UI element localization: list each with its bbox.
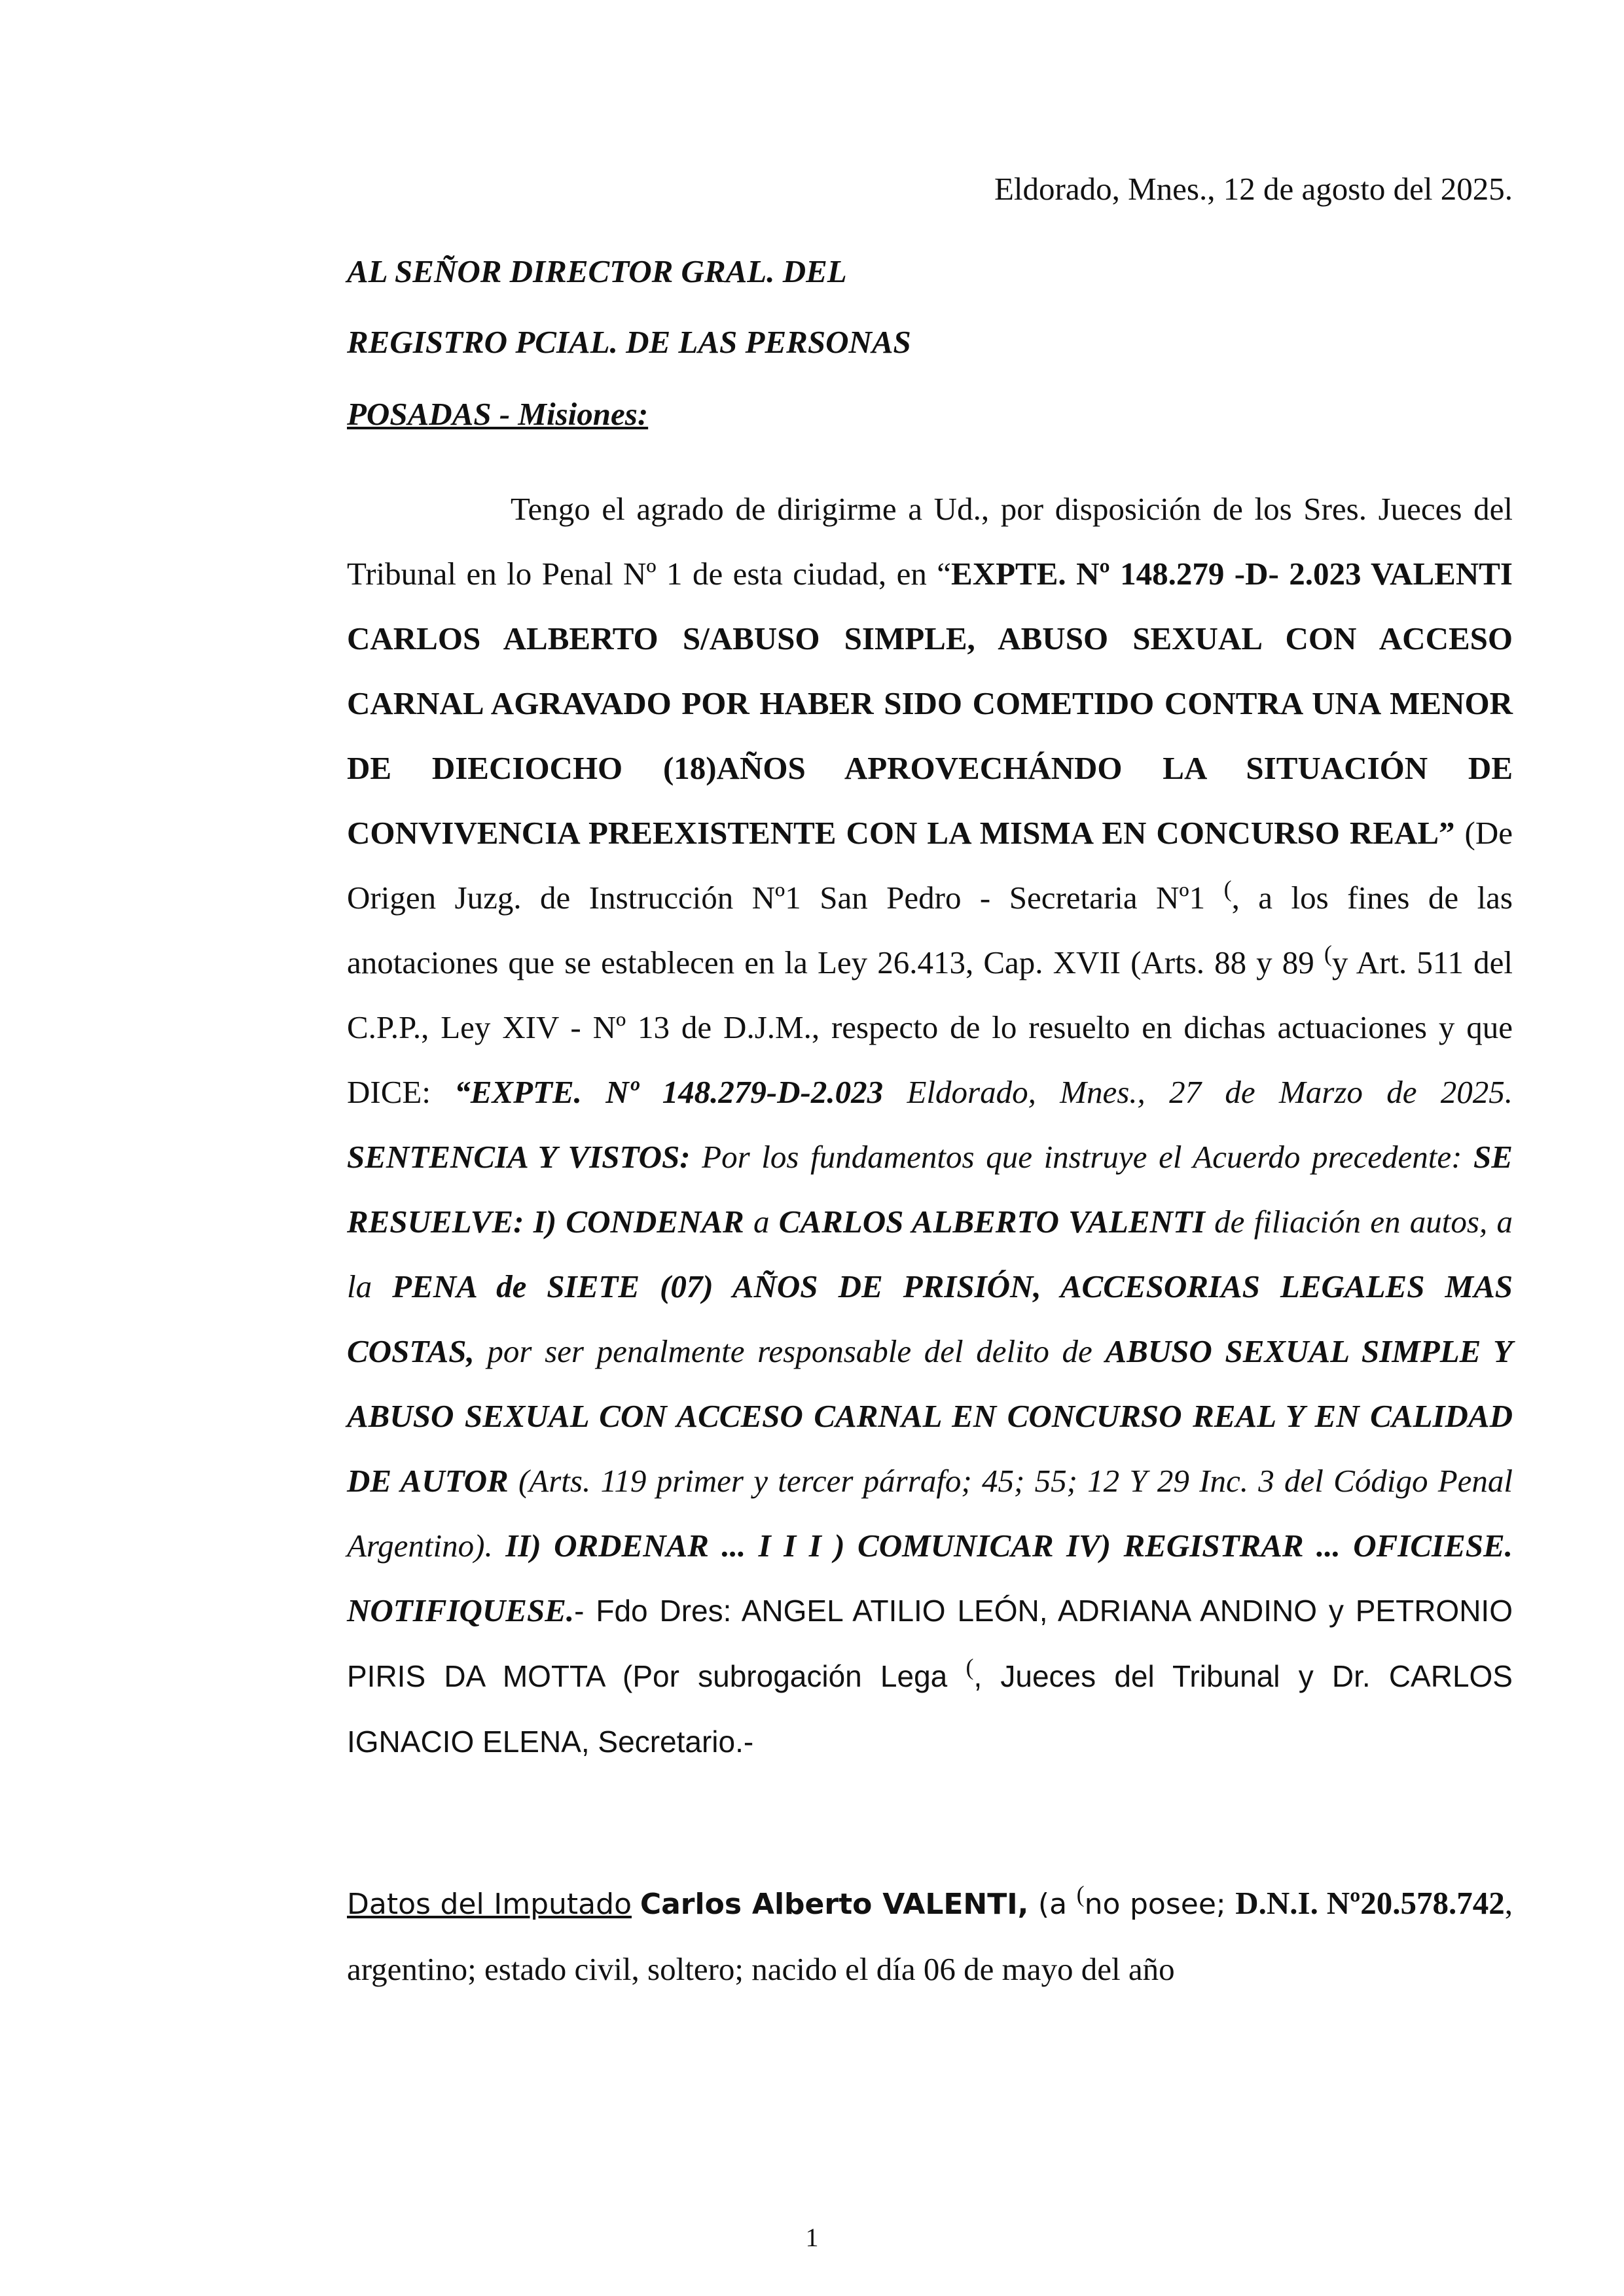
paren-mark-3: ( (965, 1654, 974, 1680)
addressee-line-1: AL SEÑOR DIRECTOR GRAL. DEL (347, 253, 847, 289)
fundamentos-text: Por los fundamentos que instruye el Acuerdo precedente: (690, 1139, 1474, 1175)
main-paragraph (347, 476, 1513, 1774)
penalty-text: PENA de SIETE (07) AÑOS DE PRISIÓN, ACCESORIAS LEGALES MAS COSTAS, (347, 1268, 1513, 1369)
page-number: 1 (805, 2223, 819, 2252)
imputado-paragraph (347, 1871, 1513, 2001)
addressee-line-3: POSADAS - Misiones: (347, 396, 649, 432)
crime-text: ABUSO SEXUAL SIMPLE Y ABUSO SEXUAL CON ACCESO CARNAL EN CONCURSO REAL Y EN CALIDAD DE AUTOR (347, 1333, 1513, 1499)
imputado-details: , argentino; estado civil, soltero; nacido el día 06 de mayo del año (347, 1885, 1513, 1987)
sentence-date: Eldorado, Mnes., 27 de Marzo de 2025. (883, 1074, 1513, 1110)
closing-text: , Jueces del Tribunal y Dr. CARLOS IGNACIO ELENA, Secretario.- (347, 1659, 1513, 1759)
dice-text: y Art. 511 del C.P.P., Ley XIV - Nº 13 de D.J.M., respecto de lo resuelto en dichas actuaciones y que DICE: (347, 944, 1513, 1110)
signatories-text: - Fdo Dres: ANGEL ATILIO LEÓN, ADRIANA ANDINO y PETRONIO PIRIS DA MOTTA (Por subrogación Lega (347, 1594, 1513, 1693)
orders-text: II) ORDENAR ... I I I ) COMUNICAR IV) REGISTRAR ... OFICIESE. NOTIFIQUESE. (347, 1528, 1513, 1628)
imputado-label: Datos del Imputado (347, 1888, 632, 1921)
responsable-text: por ser penalmente responsable del delito de (474, 1333, 1106, 1369)
paren-mark-1: ( (1223, 876, 1232, 902)
quoted-case-number: “EXPTE. Nº 148.279-D-2.023 (454, 1074, 884, 1110)
sentencia-heading: SENTENCIA Y VISTOS: (347, 1139, 691, 1175)
dni-text: D.N.I. Nº20.578.742 (1235, 1885, 1505, 1921)
case-title: EXPTE. Nº 148.279 -D- 2.023 VALENTI CARLOS ALBERTO S/ABUSO SIMPLE, ABUSO SEXUAL CON ACCESO CARNAL AGRAVADO POR HABER SIDO COMETIDO CONTRA UNA MENOR DE DIECIOCHO (18)AÑOS APROVECHÁNDO LA SITUACIÓN DE CONVIVENCIA PREEXISTENTE CON LA MISMA EN CONCURSO REAL” (347, 556, 1513, 851)
law-reference: , a los fines de las anotaciones que se establecen en la Ley 26.413, Cap. XVII (Arts. 88 y 89 (347, 880, 1513, 980)
paren-mark-2: ( (1324, 941, 1332, 967)
filiacion-text: de filiación en autos, a la (347, 1204, 1513, 1304)
articles-text: (Arts. 119 primer y tercer párrafo; 45; 55; 12 Y 29 Inc. 3 del Código Penal Argentino). (347, 1463, 1513, 1564)
defendant-name: CARLOS ALBERTO VALENTI (778, 1204, 1205, 1240)
alias-open: (a (1028, 1888, 1077, 1921)
resuelve-heading: SE RESUELVE: I) CONDENAR (347, 1139, 1513, 1240)
date-line: Eldorado, Mnes., 12 de agosto del 2025. (994, 171, 1513, 207)
alias-text: no posee; (1084, 1888, 1236, 1921)
connector-a: a (744, 1204, 779, 1240)
addressee-line-2: REGISTRO PCIAL. DE LAS PERSONAS (347, 324, 911, 360)
origin-text: (De Origen Juzg. de Instrucción Nº1 San Pedro - Secretaria Nº1 (347, 815, 1513, 916)
imputado-name: Carlos Alberto VALENTI, (640, 1888, 1029, 1921)
paren-mark-4: ( (1076, 1881, 1085, 1907)
intro-text: Tengo el agrado de dirigirme a Ud., por disposición de los Sres. Jueces del Tribunal en lo Penal Nº 1 de esta ciudad, en “ (347, 491, 1513, 592)
